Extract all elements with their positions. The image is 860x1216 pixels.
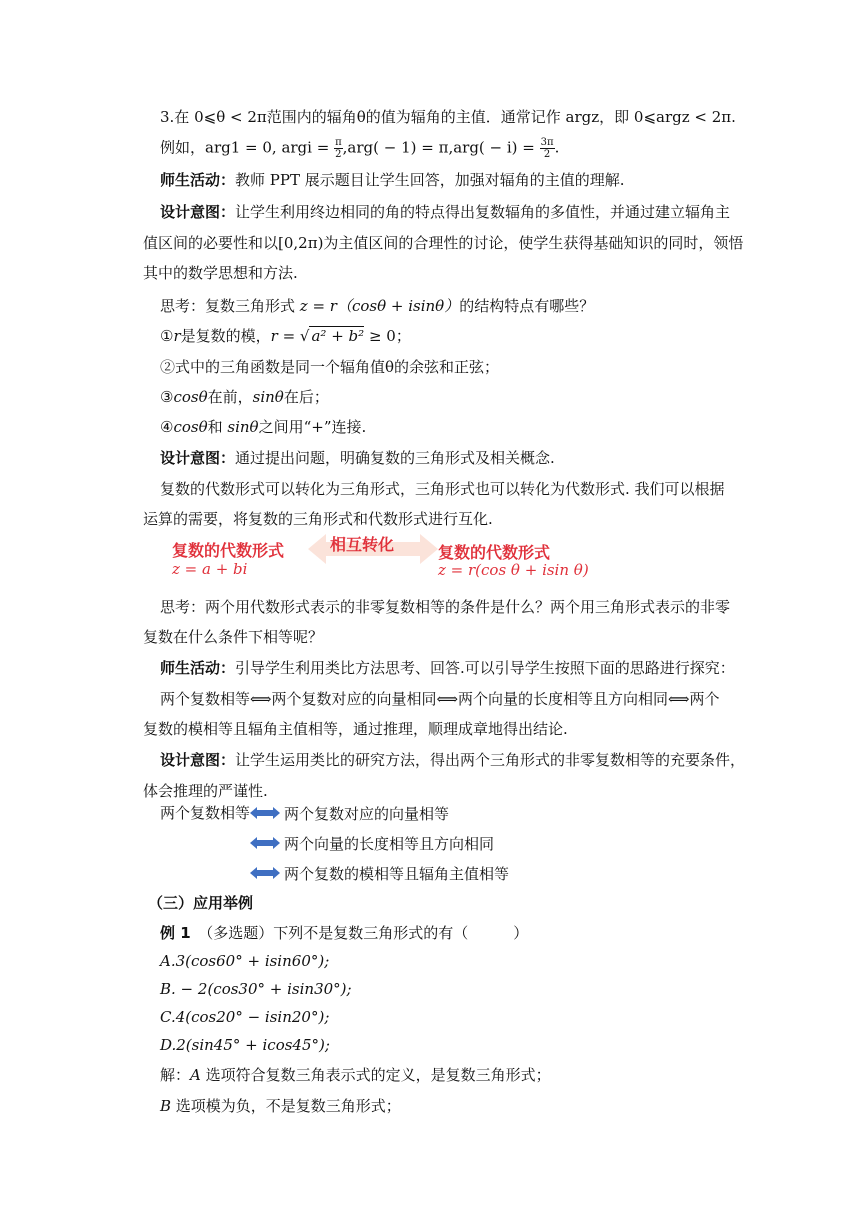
conversion-paragraph-cont: 运算的需要，将复数的三角形式和代数形式进行互化.: [143, 510, 493, 528]
section-heading: （三）应用举例: [148, 894, 254, 912]
fraction-3pi-over-2: $\frac{3\pi}{2}$: [540, 137, 554, 160]
fraction-pi-over-2: $\frac{\pi}{2}$: [335, 137, 342, 160]
design-intent-3-cont: 体会推理的严谨性.: [143, 782, 268, 800]
equivalence-chain-cont: 复数的模相等且辐角主值相等，通过推理，顺理成章地得出结论.: [143, 720, 568, 738]
point-4-plus: ④cosθ和 sinθ之间用“+”连接.: [160, 418, 367, 436]
double-arrow-icon: [250, 833, 280, 853]
banner-left-formula: z = a + bi: [172, 560, 248, 578]
design-intent-1: 设计意图：让学生利用终边相同的角的特点得出复数辐角的多值性，并通过建立辐角主: [160, 203, 731, 221]
banner-left-title: 复数的代数形式: [172, 541, 285, 560]
option-c: C.4(cos20° − isin20°);: [160, 1008, 330, 1026]
text-line-arg-examples: 例如，arg1 = 0, argi = $\frac{\pi}{2}$ ,arg( − 1) = π,arg( − i) = $\frac{3\pi}{2}$ .: [160, 137, 560, 160]
option-a: A.3(cos60° + isin60°);: [160, 952, 330, 970]
option-d: D.2(sin45° + icos45°);: [160, 1036, 330, 1054]
banner-right-title: 复数的代数形式: [438, 543, 551, 562]
design-intent-2: 设计意图：通过提出问题，明确复数的三角形式及相关概念.: [160, 449, 555, 467]
point-3-order: ③cosθ在前，sinθ在后；: [160, 388, 329, 406]
chain-start-label: 两个复数相等: [160, 804, 251, 822]
solution-line-2: B 选项模为负，不是复数三角形式；: [160, 1097, 401, 1115]
solution-line-1: 解：A 选项符合复数三角表示式的定义，是复数三角形式；: [160, 1066, 551, 1084]
banner-center-label: 相互转化: [330, 535, 395, 554]
thinking-trig-form: 思考：复数三角形式 z = r（cosθ + isinθ）的结构特点有哪些？: [160, 297, 595, 315]
thinking-equality-cont: 复数在什么条件下相等呢？: [143, 628, 324, 646]
example-1: 例 1 （多选题）下列不是复数三角形式的有（ ）: [160, 924, 529, 942]
double-arrow-icon: [250, 863, 280, 883]
double-arrow-icon: [250, 803, 280, 823]
design-intent-3: 设计意图：让学生运用类比的研究方法，得出两个三角形式的非零复数相等的充要条件，: [160, 751, 746, 769]
point-1-modulus: ①r是复数的模，r = √ a² + b² ≥ 0；: [160, 327, 411, 345]
teacher-student-activity-2: 师生活动：引导学生利用类比方法思考、回答.可以引导学生按照下面的思路进行探究：: [160, 659, 735, 677]
teacher-student-activity-1: 师生活动：教师 PPT 展示题目让学生回答，加强对辐角的主值的理解.: [160, 171, 625, 189]
text-line-arg-principal: 3.在 0⩽θ < 2π范围内的辐角θ的值为辐角的主值．通常记作 argz，即 0⩽argz < 2π.: [160, 108, 736, 126]
point-2-same-angle: ②式中的三角函数是同一个辐角值θ的余弦和正弦；: [160, 358, 500, 376]
banner-right-formula: z = r(cos θ + isin θ): [438, 561, 589, 579]
option-b: B. − 2(cos30° + isin30°);: [160, 980, 352, 998]
equivalence-chain: 两个复数相等⟺两个复数对应的向量相同⟺两个向量的长度相等且方向相同⟺两个: [160, 690, 720, 708]
design-intent-1-cont: 值区间的必要性和以[0,2π)为主值区间的合理性的讨论，使学生获得基础知识的同时，领悟: [143, 234, 744, 252]
conversion-banner: [172, 528, 592, 584]
thinking-equality: 思考：两个用代数形式表示的非零复数相等的条件是什么？两个用三角形式表示的非零: [160, 598, 731, 616]
conversion-paragraph: 复数的代数形式可以转化为三角形式，三角形式也可以转化为代数形式. 我们可以根据: [160, 480, 725, 498]
design-intent-1-end: 其中的数学思想和方法.: [143, 264, 298, 282]
